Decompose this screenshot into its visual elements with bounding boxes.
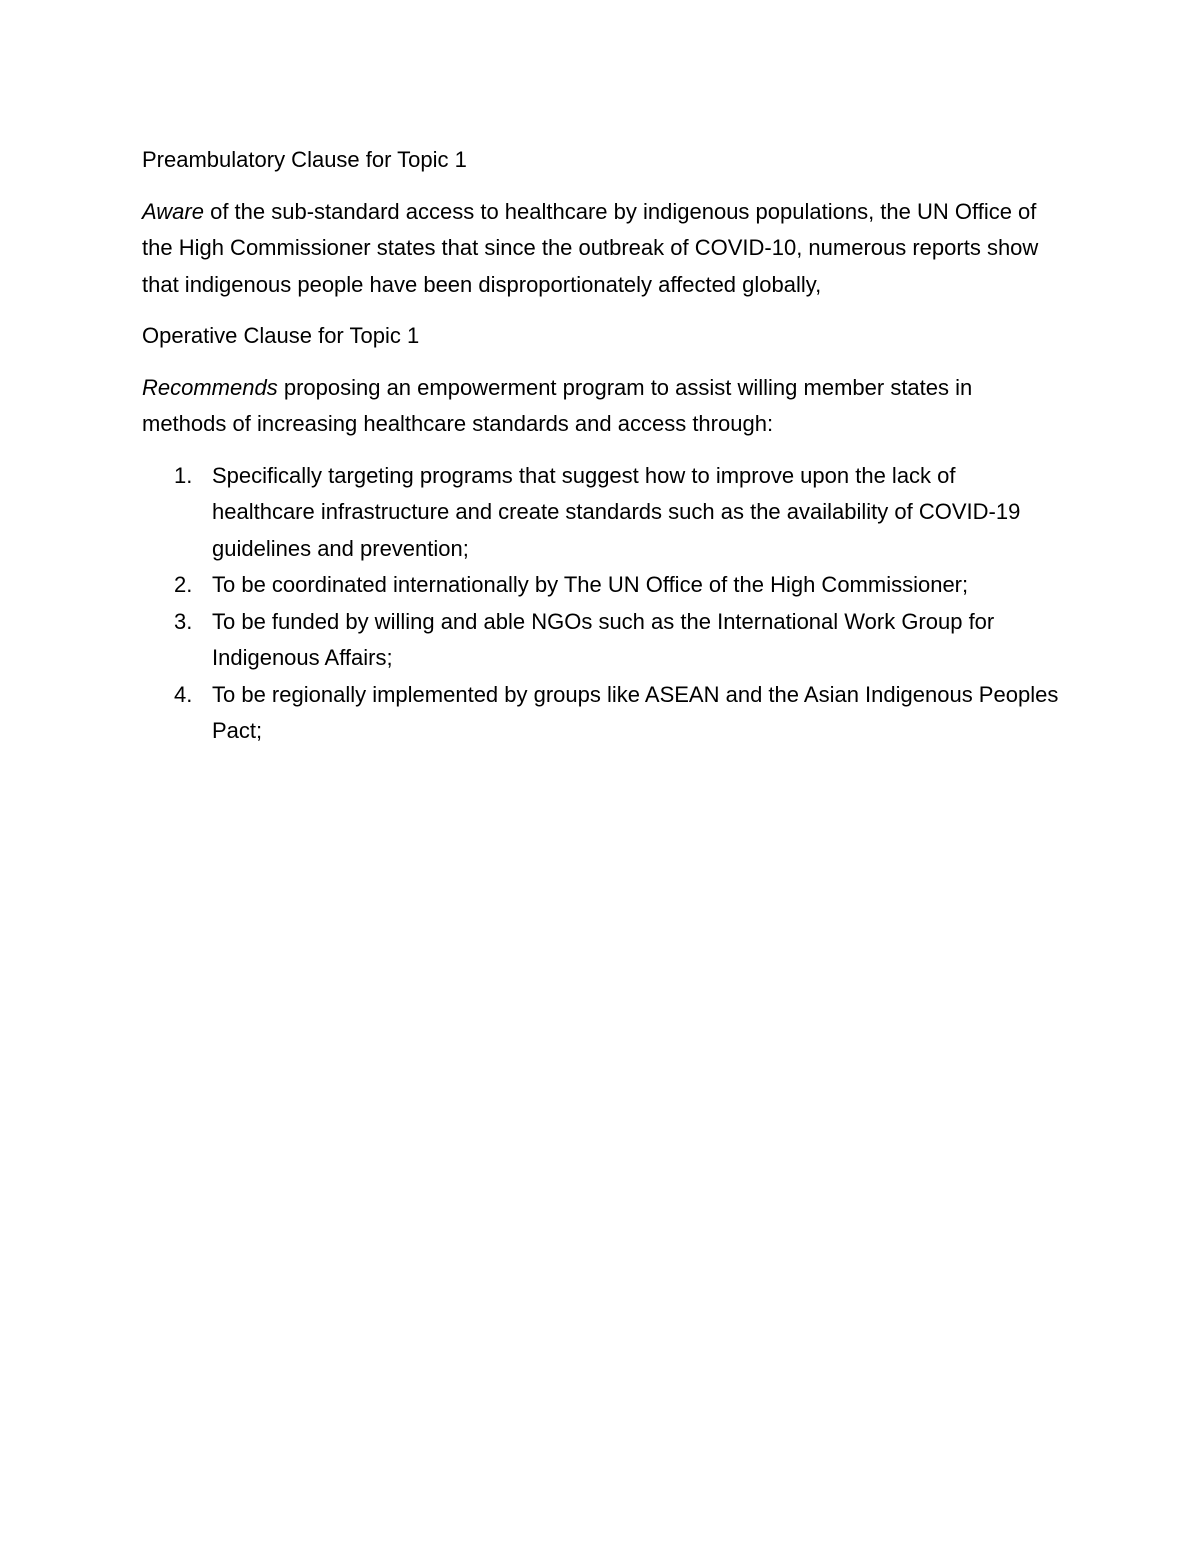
preamble-lead-word: Aware [142,198,204,224]
document-body [142,142,1062,750]
list-item [142,604,1062,677]
list-item [142,677,1062,750]
operative-lead-word: Recommends [142,374,278,400]
list-item-number: 1. [174,462,193,488]
preamble-text: of the sub-standard access to healthcare by indigenous populations, the UN Office of the High Commissioner states that since the outbreak of COVID-10, numerous reports show that indigenous people have been disproportionately affected globally, [142,198,1039,297]
list-item-number: 4. [174,681,193,707]
list-item-text: To be coordinated internationally by The UN Office of the High Commissioner; [212,572,969,597]
list-item [142,458,1062,568]
operative-heading: Operative Clause for Topic 1 [142,323,420,348]
list-item-text: To be regionally implemented by groups like ASEAN and the Asian Indigenous Peoples Pact; [212,681,1059,743]
list-item-text: Specifically targeting programs that suggest how to improve upon the lack of healthcare infrastructure and create standards such as the availability of COVID-19 guidelines and prevention; [212,462,1021,561]
preamble-heading: Preambulatory Clause for Topic 1 [142,147,467,172]
operative-clause [142,370,1062,443]
list-item [142,567,1062,604]
list-item-number: 2. [174,572,193,597]
operative-text: proposing an empowerment program to assist willing member states in methods of increasing healthcare standards and access through: [142,374,973,436]
list-item-text: To be funded by willing and able NGOs such as the International Work Group for Indigenous Affairs; [212,608,995,670]
list-item-number: 3. [174,608,193,634]
operative-list [142,458,1062,750]
preamble-clause [142,194,1062,304]
